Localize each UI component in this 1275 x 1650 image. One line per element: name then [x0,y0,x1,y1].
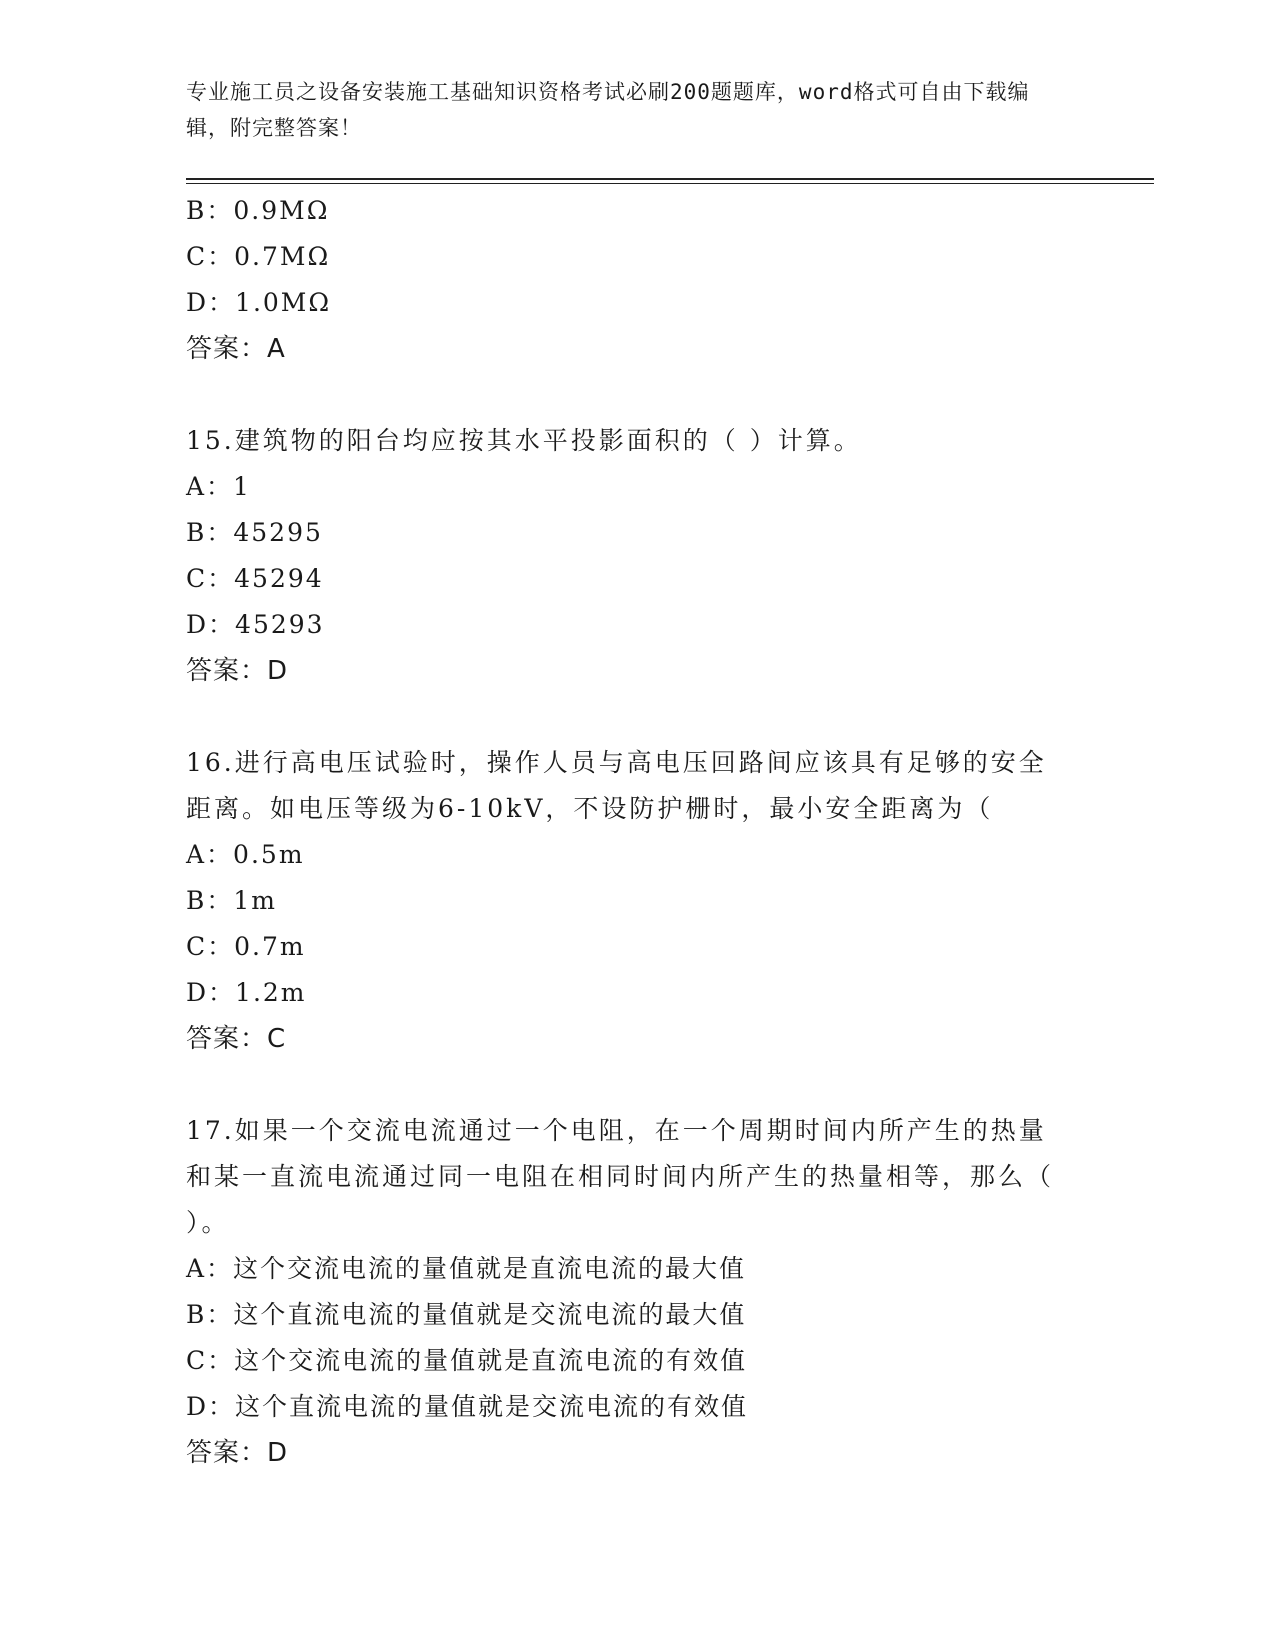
answer-line: 答案：D [186,656,289,686]
option-b: B：这个直流电流的量值就是交流电流的最大值 [186,1300,747,1329]
option-b: B：45295 [186,518,323,547]
answer-line: 答案：A [186,334,286,364]
question-17 [186,1108,1086,1476]
option-d: D：1.2m [186,978,307,1007]
question-15 [186,418,1086,694]
header-divider [186,178,1154,180]
option-c: C：0.7m [186,932,306,961]
option-c: C：这个交流电流的量值就是直流电流的有效值 [186,1346,748,1375]
option-b: B：0.9MΩ [186,196,330,225]
option-d: D：这个直流电流的量值就是交流电流的有效值 [186,1392,749,1421]
document-header: 专业施工员之设备安装施工基础知识资格考试必刷200题题库，word格式可自由下载编辑，附完整答案！ [186,80,1030,140]
header-divider-thin [186,183,1154,184]
option-d: D：1.0MΩ [186,288,332,317]
document-content [186,188,1086,1476]
option-a: A：这个交流电流的量值就是直流电流的最大值 [186,1254,747,1283]
option-a: A：0.5m [186,840,305,869]
question-text: 15.建筑物的阳台均应按其水平投影面积的（ ）计算。 [186,426,862,455]
question-text: 16.进行高电压试验时，操作人员与高电压回路间应该具有足够的安全距离。如电压等级为6-10kV，不设防护栅时，最小安全距离为（ [186,748,1047,823]
question-continued [186,188,1086,372]
option-c: C：45294 [186,564,324,593]
option-b: B：1m [186,886,277,915]
option-d: D：45293 [186,610,325,639]
option-c: C：0.7MΩ [186,242,331,271]
question-16 [186,740,1086,1062]
option-a: A：1 [186,472,251,501]
question-text: 17.如果一个交流电流通过一个电阻，在一个周期时间内所产生的热量和某一直流电流通过同一电阻在相同时间内所产生的热量相等，那么（ ）。 [186,1116,1055,1237]
answer-line: 答案：D [186,1438,289,1468]
answer-line: 答案：C [186,1024,287,1054]
